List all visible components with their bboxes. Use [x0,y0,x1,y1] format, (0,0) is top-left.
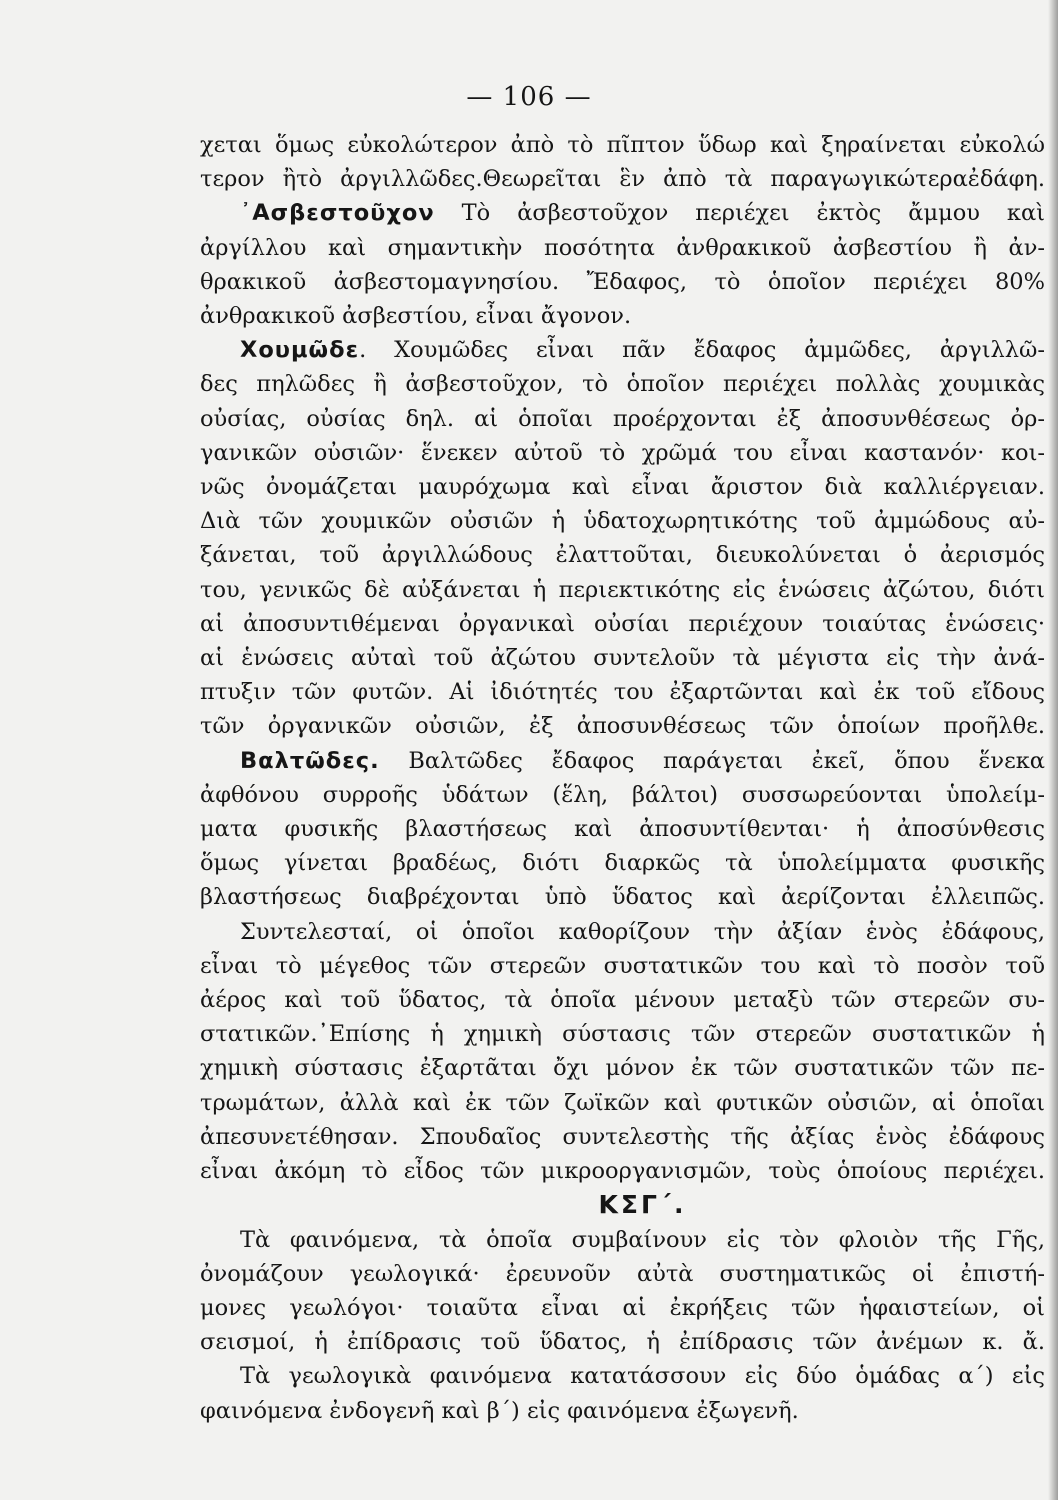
text-line [200,949,1045,983]
line-text: . Χουμῶδες εἶναι πᾶν ἔδαφος ἀμμῶδες, ἀργιλλῶ- [359,337,1045,364]
line-text: Διὰ τῶν χουμικῶν οὐσιῶν ἡ ὑδατοχωρητικότης τοῦ ἀμμώδους αὐ- [200,508,1045,535]
text-line [200,1017,1045,1051]
line-text: φαινόμενα ἐνδογενῆ καὶ β΄) εἰς φαινόμενα ἐξωγενῆ. [200,1397,799,1424]
line-text: γανικῶν οὐσιῶν· ἕνεκεν αὐτοῦ τὸ χρῶμά του εἶναι καστανόν· κοι- [200,439,1045,466]
line-text: νῶς ὀνομάζεται μαυρόχωμα καὶ εἶναι ἄριστον διὰ καλλιέργειαν. [200,474,1045,501]
text-line [200,162,1045,196]
text-line [200,504,1045,538]
line-text: αἱ ἑνώσεις αὐταὶ τοῦ ἀζώτου συντελοῦν τὰ μέγιστα εἰς τὴν ἀνά- [200,645,1045,672]
line-text: εἶναι ἀκόμη τὸ εἶδος τῶν μικροοργανισμῶν, τοὺς ὁποίους περιέχει. [200,1158,1045,1185]
line-text: ματα φυσικῆς βλαστήσεως καὶ ἀποσυντίθενται· ἡ ἀποσύνθεσις [200,816,1045,843]
line-text: ἀέρος καὶ τοῦ ὕδατος, τὰ ὁποῖα μένουν μεταξὺ τῶν στερεῶν συ- [200,987,1045,1014]
section-heading: ΚΣΓ΄. [598,1190,687,1220]
line-text: εἶναι τὸ μέγεθος τῶν στερεῶν συστατικῶν του καὶ τὸ ποσὸν τοῦ [200,952,1045,979]
line-text: Τὰ γεωλογικὰ φαινόμενα κατατάσσουν εἰς δύο ὁμάδας α΄) εἰς [240,1363,1045,1390]
page-edge-shadow [1048,0,1058,1500]
text-line [200,367,1045,401]
line-text: οὐσίας, οὐσίας δηλ. αἱ ὁποῖαι προέρχονται ἐξ ἀποσυνθέσεως ὀρ- [200,405,1045,432]
line-text: θρακικοῦ ἀσβεστομαγνησίου. Ἔδαφος, τὸ ὁποῖον περιέχει 80% [200,268,1045,295]
line-text: Βαλτῶδες ἔδαφος παράγεται ἐκεῖ, ὅπου ἕνεκα [379,747,1045,774]
line-text: ὀνομάζουν γεωλογικά· ἐρευνοῦν αὐτὰ συστηματικῶς οἱ ἐπιστή- [200,1260,1045,1287]
text-line [200,1359,1045,1393]
body-text [200,128,1045,1428]
line-text: ἀργίλλου καὶ σημαντικὴν ποσότητα ἀνθρακικοῦ ἀσβεστίου ἢ ἀν- [200,234,1045,261]
text-line [200,1154,1045,1188]
line-text: βλαστήσεως διαβρέχονται ὑπὸ ὕδατος καὶ ἀερίζονται ἐλλειπῶς. [200,884,1045,911]
text-line [200,1086,1045,1120]
line-text: Τὰ φαινόμενα, τὰ ὁποῖα συμβαίνουν εἰς τὸν φλοιὸν τῆς Γῆς, [240,1226,1045,1253]
line-text: ὅμως γίνεται βραδέως, διότι διαρκῶς τὰ ὑπολείμματα φυσικῆς [200,850,1045,877]
line-text: χημικὴ σύστασις ἐξαρτᾶται ὄχι μόνον ἐκ τῶν συστατικῶν τῶν πε- [200,1055,1045,1082]
text-line [200,641,1045,675]
line-text: ἀνθρακικοῦ ἀσβεστίου, εἶναι ἄγονον. [200,303,632,330]
text-line [200,436,1045,470]
text-line [200,1257,1045,1291]
line-text: ἀφθόνου συρροῆς ὑδάτων (ἕλη, βάλτοι) συσσωρεύονται ὑπολείμ- [200,781,1045,808]
text-line [200,196,1045,230]
text-line [200,607,1045,641]
text-line [200,470,1045,504]
line-text: ξάνεται, τοῦ ἀργιλλώδους ἐλαττοῦται, διευκολύνεται ὁ ἀερισμός [200,542,1045,569]
text-line [200,983,1045,1017]
text-line [200,128,1045,162]
text-line [200,1325,1045,1359]
text-line [200,1291,1045,1325]
line-text: ἀπεσυνετέθησαν. Σπουδαῖος συντελεστὴς τῆς ἀξίας ἑνὸς ἐδάφους [200,1123,1045,1150]
text-line [200,231,1045,265]
text-line [200,675,1045,709]
text-line [200,778,1045,812]
line-text: Τὸ ἀσβεστοῦχον περιέχει ἐκτὸς ἄμμου καὶ [434,200,1045,227]
line-text: σεισμοί, ἡ ἐπίδρασις τοῦ ὕδατος, ἡ ἐπίδρασις τῶν ἀνέμων κ. ἄ. [200,1329,1045,1356]
text-line [200,744,1045,778]
line-text: μονες γεωλόγοι· τοιαῦτα εἶναι αἱ ἐκρήξεις τῶν ἡφαιστείων, οἱ [200,1294,1045,1321]
text-line [200,880,1045,914]
text-line [200,573,1045,607]
line-text: αἱ ἀποσυντιθέμεναι ὀργανικαὶ οὐσίαι περιέχουν τοιαύτας ἑνώσεις· [200,610,1045,637]
text-line [200,846,1045,880]
text-line [200,299,1045,333]
line-text: στατικῶν.᾿Επίσης ἡ χημικὴ σύστασις τῶν στερεῶν συστατικῶν ἡ [200,1021,1045,1048]
line-text: πτυξιν τῶν φυτῶν. Αἱ ἰδιότητές του ἐξαρτῶνται καὶ ἐκ τοῦ εἴδους [200,679,1045,706]
line-text: Συντελεσταί, οἱ ὁποῖοι καθορίζουν τὴν ἀξίαν ἑνὸς ἐδάφους, [240,918,1045,945]
text-line [200,1051,1045,1085]
text-line [200,915,1045,949]
paragraph-heading: Βαλτῶδες. [240,747,380,774]
text-line [200,402,1045,436]
text-line [200,333,1045,367]
text-line [200,1120,1045,1154]
text-line [200,709,1045,743]
line-text: χεται ὅμως εὐκολώτερον ἀπὸ τὸ πῖπτον ὕδωρ καὶ ξηραίνεται εὐκολώ [200,132,1045,158]
line-text: δες πηλῶδες ἢ ἀσβεστοῦχον, τὸ ὁποῖον περιέχει πολλὰς χουμικὰς [200,371,1045,398]
text-line [200,265,1045,299]
paragraph-heading: ᾿Ασβεστοῦχον [240,200,435,227]
text-line [200,812,1045,846]
line-text: τρωμάτων, ἀλλὰ καὶ ἐκ τῶν ζωϊκῶν καὶ φυτικῶν οὐσιῶν, αἱ ὁποῖαι [200,1089,1045,1116]
line-text: τῶν ὀργανικῶν οὐσιῶν, ἐξ ἀποσυνθέσεως τῶν ὁποίων προῆλθε. [200,713,1045,740]
paragraph-heading: Χουμῶδε [240,337,360,364]
text-line [200,538,1045,572]
page-number: — 106 — [466,82,592,112]
line-text: του, γενικῶς δὲ αὐξάνεται ἡ περιεκτικότης εἰς ἑνώσεις ἀζώτου, διότι [200,576,1045,603]
line-text: τερον ἢτὸ ἀργιλλῶδες.Θεωρεῖται ἓν ἀπὸ τὰ παραγωγικώτεραἐδάφη. [200,166,1045,193]
text-line [200,1394,1045,1428]
text-line [200,1223,1045,1257]
